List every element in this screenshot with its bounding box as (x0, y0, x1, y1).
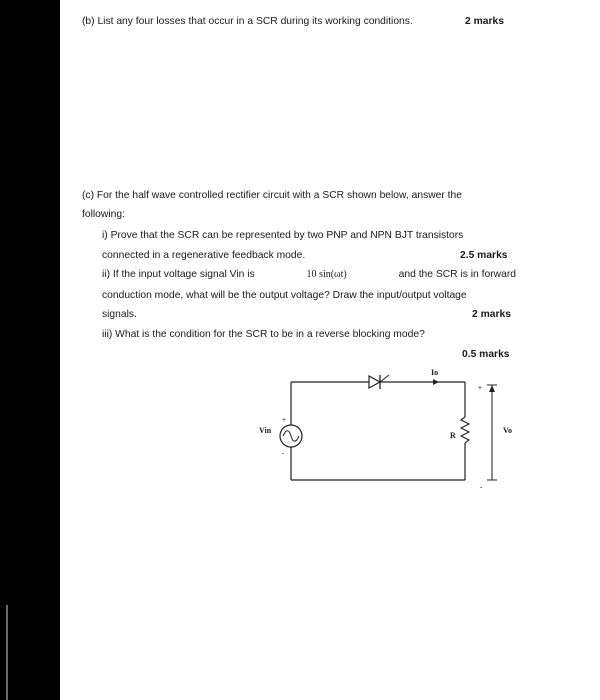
scr-rectifier-circuit (255, 365, 525, 495)
vo-plus-sign: + (478, 384, 482, 392)
ac-source-icon (280, 425, 302, 447)
question-ii-line1 (102, 269, 516, 280)
part-c-intro-line1: (c) For the half wave controlled rectifier circuit with a SCR shown below, answer the (82, 190, 462, 201)
question-iii-line1: iii) What is the condition for the SCR to be in a reverse blocking mode? (102, 329, 425, 340)
input-voltage-expression: 10 sin(ωt) (306, 269, 347, 280)
question-iii-marks: 0.5 marks (462, 349, 510, 360)
question-ii-line1-start: ii) If the input voltage signal Vin is (102, 269, 255, 280)
question-i-line2: connected in a regenerative feedback mode. (102, 250, 306, 261)
question-ii-line1-end: and the SCR is in forward (398, 269, 516, 280)
document-page (60, 0, 600, 700)
vo-label: Vo (503, 426, 513, 435)
question-ii-marks: 2 marks (472, 309, 511, 320)
vin-plus-sign: + (282, 416, 286, 424)
vin-label: Vin (259, 426, 272, 435)
io-label: Io (431, 368, 439, 377)
part-b-marks: 2 marks (465, 16, 504, 27)
left-black-border (0, 0, 60, 700)
scroll-indicator (6, 605, 8, 700)
question-i-marks: 2.5 marks (460, 250, 508, 261)
r-label: R (450, 431, 456, 440)
part-b-question: (b) List any four losses that occur in a SCR during its working conditions. (82, 16, 413, 27)
question-ii-line3: signals. (102, 309, 137, 320)
question-ii-line2: conduction mode, what will be the output voltage? Draw the input/output voltage (102, 290, 467, 301)
vo-minus-sign: - (480, 483, 483, 491)
question-i-line1: i) Prove that the SCR can be represented by two PNP and NPN BJT transistors (102, 230, 464, 241)
vo-measure-arrow (487, 385, 497, 480)
current-arrow-icon (433, 379, 439, 385)
resistor-icon (461, 417, 469, 443)
vin-minus-sign: - (282, 449, 285, 457)
part-c-intro-line2: following: (82, 209, 125, 220)
